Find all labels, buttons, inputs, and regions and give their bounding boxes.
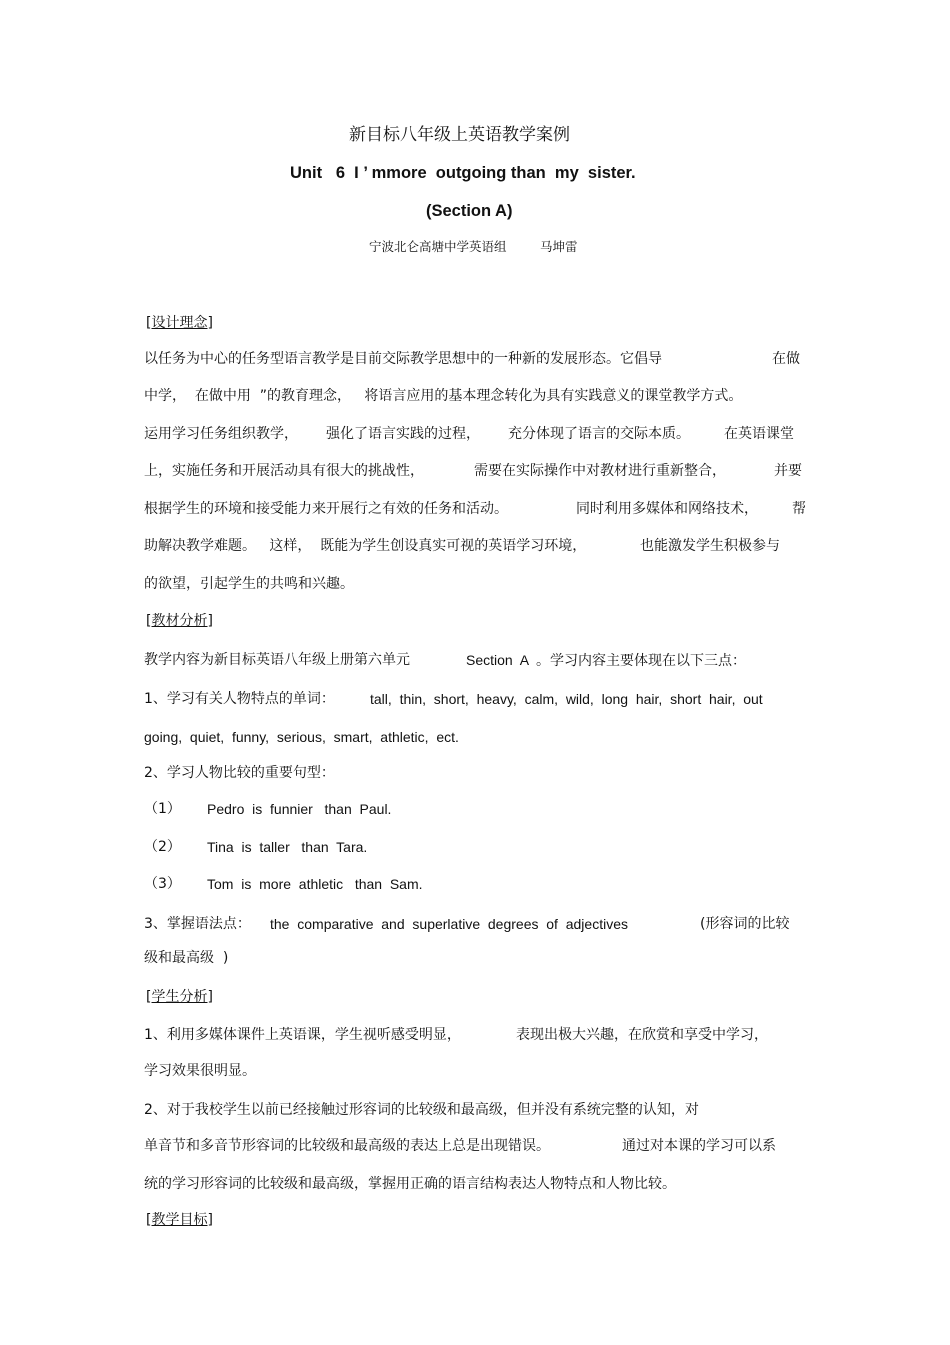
design-line: 强化了语言实践的过程， <box>326 426 480 442</box>
goals-heading: [教学目标] <box>146 1212 213 1228</box>
point-3-label: 3、掌握语法点： <box>144 916 251 932</box>
material-heading: [教材分析] <box>146 613 213 629</box>
students-line: 2、对于我校学生以前已经接触过形容词的比较级和最高级，但并没有系统完整的认知，对 <box>144 1102 699 1118</box>
design-line: 上，实施任务和开展活动具有很大的挑战性， <box>144 463 424 479</box>
design-line: 在英语课堂 <box>724 426 794 442</box>
design-line: 的欲望，引起学生的共鸣和兴趣。 <box>144 576 354 592</box>
students-line: 统的学习形容词的比较级和最高级，掌握用正确的语言结构表达人物特点和人物比较。 <box>144 1176 676 1192</box>
students-line: 学习效果很明显。 <box>144 1063 256 1079</box>
design-line: 助解决教学难题。 这样， 既能为学生创设真实可视的英语学习环境， <box>144 538 587 554</box>
design-line: 也能激发学生积极参与 <box>640 538 780 554</box>
design-line: 并要 <box>774 463 802 479</box>
design-line: 同时利用多媒体和网络技术， <box>576 501 758 517</box>
design-heading: [设计理念] <box>146 315 213 331</box>
sentence-number: （2） <box>144 839 181 855</box>
point-1-words-cont: going, quiet, funny, serious, smart, athletic, ect. <box>144 729 459 745</box>
point-2-label: 2、学习人物比较的重要句型： <box>144 765 335 781</box>
sentence-number: （1） <box>144 801 181 817</box>
design-line: 根据学生的环境和接受能力来开展行之有效的任务和活动。 <box>144 501 508 517</box>
sentence-text: Pedro is funnier than Paul. <box>207 801 392 817</box>
design-line: 以任务为中心的任务型语言教学是目前交际教学思想中的一种新的发展形态。它倡导 <box>144 351 662 367</box>
students-line: 单音节和多音节形容词的比较级和最高级的表达上总是出现错误。 <box>144 1138 550 1154</box>
point-3-chinese-cont: 级和最高级 ) <box>144 950 229 966</box>
students-line: 1、利用多媒体课件上英语课，学生视听感受明显， <box>144 1027 461 1043</box>
design-line: 帮 <box>792 501 806 517</box>
material-intro-section: Section A 。学习内容主要体现在以下三点： <box>466 652 747 668</box>
design-line: 在做 <box>772 351 800 367</box>
design-line: 充分体现了语言的交际本质。 <box>508 426 690 442</box>
design-line: 中学， 在做中用 ”的教育理念， 将语言应用的基本理念转化为具有实践意义的课堂教学方式。 <box>144 388 743 404</box>
school-name: 宁波北仑高塘中学英语组 <box>369 239 507 254</box>
author-name: 马坤雷 <box>540 239 578 254</box>
unit-title: Unit 6 I ’ mmore outgoing than my sister. <box>290 164 636 182</box>
point-1-label: 1、学习有关人物特点的单词： <box>144 691 335 707</box>
point-3-grammar: the comparative and superlative degrees of adjectives <box>270 916 628 932</box>
sentence-text: Tina is taller than Tara. <box>207 839 368 855</box>
sentence-number: （3） <box>144 876 181 892</box>
section-title: (Section A) <box>426 202 513 220</box>
students-heading: [学生分析] <box>146 989 213 1005</box>
students-line: 通过对本课的学习可以系 <box>622 1138 776 1154</box>
material-intro: 教学内容为新目标英语八年级上册第六单元 <box>144 652 410 668</box>
students-line: 表现出极大兴趣，在欣赏和享受中学习， <box>516 1027 768 1043</box>
design-line: 运用学习任务组织教学， <box>144 426 298 442</box>
point-3-chinese: (形容词的比较 <box>700 916 790 932</box>
sentence-text: Tom is more athletic than Sam. <box>207 876 423 892</box>
design-line: 需要在实际操作中对教材进行重新整合， <box>474 463 726 479</box>
page-title: 新目标八年级上英语教学案例 <box>349 125 570 145</box>
point-1-words: tall, thin, short, heavy, calm, wild, long hair, short hair, out <box>370 691 763 707</box>
